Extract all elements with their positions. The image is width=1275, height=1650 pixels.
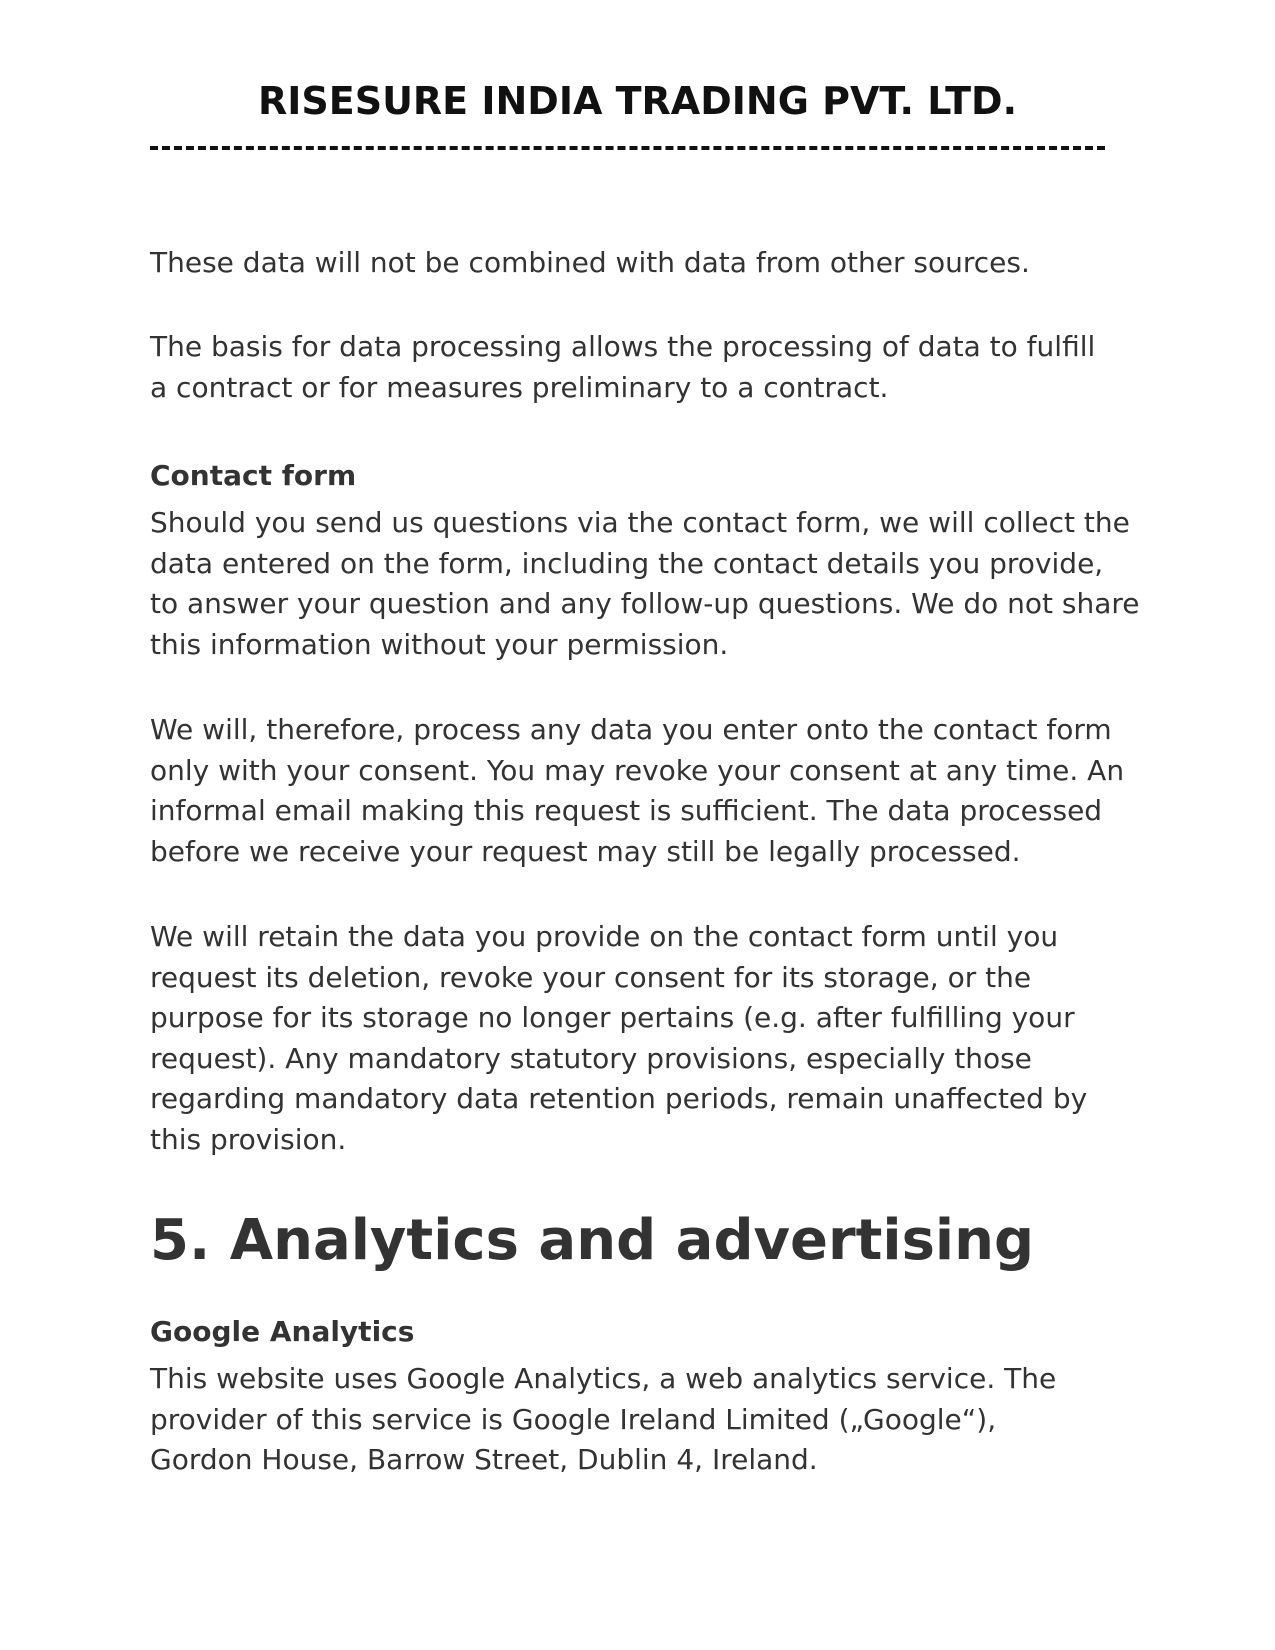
- title-dashed-rule: [150, 146, 1105, 150]
- paragraph-consent: [150, 710, 1125, 872]
- paragraph-retention: [150, 917, 1110, 1160]
- google-analytics-heading: Google Analytics: [150, 1315, 415, 1348]
- paragraph-line: The basis for data processing allows the processing of data to fulfill: [150, 330, 1096, 363]
- paragraph-line: request its deletion, revoke your consent for its storage, or the: [150, 960, 1032, 994]
- paragraph-line: this provision.: [150, 1122, 347, 1156]
- paragraph-line: We will, therefore, process any data you enter onto the contact form: [150, 713, 1112, 746]
- paragraph-line: this information without your permission.: [150, 627, 729, 661]
- company-title: RISESURE INDIA TRADING PVT. LTD.: [257, 79, 1018, 123]
- paragraph-google-analytics: [150, 1359, 1110, 1481]
- paragraph-line: Should you send us questions via the contact form, we will collect the: [150, 506, 1130, 539]
- paragraph-line: Gordon House, Barrow Street, Dublin 4, Ireland.: [150, 1443, 818, 1476]
- paragraph-line: purpose for its storage no longer pertains (e.g. after fulfilling your: [150, 1001, 1075, 1034]
- paragraph-contact-form: [150, 503, 1140, 665]
- paragraph-line: only with your consent. You may revoke your consent at any time. An: [150, 753, 1125, 787]
- paragraph-data-sources: [150, 243, 1110, 284]
- paragraph-line: We will retain the data you provide on the contact form until you: [150, 920, 1059, 953]
- paragraph-line: These data will not be combined with data from other sources.: [150, 246, 1030, 279]
- paragraph-line: regarding mandatory data retention periods, remain unaffected by: [150, 1082, 1088, 1115]
- contact-form-heading: Contact form: [150, 459, 357, 492]
- paragraph-line: This website uses Google Analytics, a web analytics service. The: [150, 1362, 1057, 1395]
- paragraph-line: provider of this service is Google Ireland Limited („Google“),: [150, 1402, 997, 1436]
- paragraph-line: data entered on the form, including the contact details you provide,: [150, 546, 1104, 580]
- paragraph-line: informal email making this request is sufficient. The data processed: [150, 794, 1103, 827]
- paragraph-line: a contract or for measures preliminary to a contract.: [150, 370, 889, 404]
- paragraph-line: before we receive your request may still be legally processed.: [150, 834, 1021, 868]
- paragraph-line: to answer your question and any follow-up questions. We do not share: [150, 587, 1140, 620]
- paragraph-legal-basis: [150, 327, 1110, 408]
- paragraph-line: request). Any mandatory statutory provisions, especially those: [150, 1041, 1032, 1075]
- section-heading-analytics: 5. Analytics and advertising: [150, 1208, 1035, 1273]
